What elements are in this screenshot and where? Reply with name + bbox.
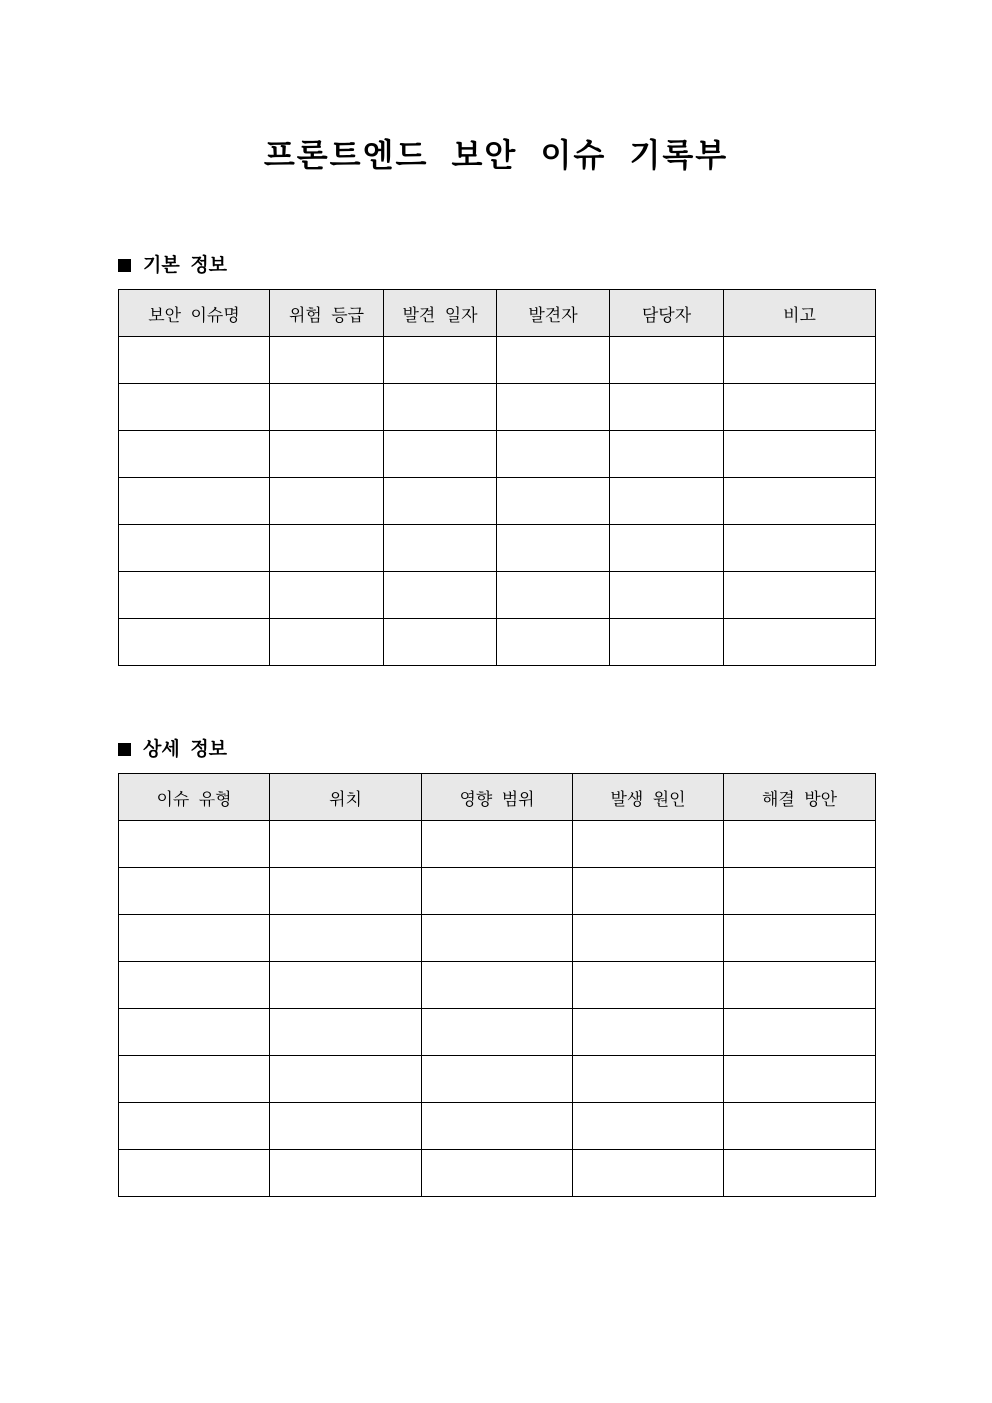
table-cell[interactable] [724, 619, 876, 666]
table-row [119, 431, 876, 478]
table-cell[interactable] [119, 384, 270, 431]
table-cell[interactable] [724, 337, 876, 384]
table-cell[interactable] [119, 478, 270, 525]
table-cell[interactable] [119, 572, 270, 619]
table-cell[interactable] [422, 915, 573, 962]
column-header: 발견자 [497, 290, 610, 337]
table-row [119, 915, 876, 962]
table-cell[interactable] [270, 384, 384, 431]
column-header: 비고 [724, 290, 876, 337]
table-cell[interactable] [270, 868, 422, 915]
table-row [119, 1103, 876, 1150]
table-row [119, 619, 876, 666]
column-header: 보안 이슈명 [119, 290, 270, 337]
table-cell[interactable] [422, 821, 573, 868]
table-cell[interactable] [119, 1056, 270, 1103]
table-cell[interactable] [610, 478, 724, 525]
table-cell[interactable] [422, 868, 573, 915]
column-header: 발견 일자 [384, 290, 497, 337]
table-cell[interactable] [119, 525, 270, 572]
table-cell[interactable] [724, 384, 876, 431]
table-cell[interactable] [497, 337, 610, 384]
table-cell[interactable] [270, 337, 384, 384]
table-cell[interactable] [573, 1009, 724, 1056]
column-header: 담당자 [610, 290, 724, 337]
table-cell[interactable] [573, 915, 724, 962]
table-row [119, 478, 876, 525]
table-cell[interactable] [119, 431, 270, 478]
table-cell[interactable] [270, 821, 422, 868]
table-row [119, 384, 876, 431]
table-row [119, 337, 876, 384]
table-cell[interactable] [119, 868, 270, 915]
table-cell[interactable] [270, 619, 384, 666]
column-header: 이슈 유형 [119, 774, 270, 821]
table-cell[interactable] [573, 1056, 724, 1103]
table-row [119, 962, 876, 1009]
table-row [119, 821, 876, 868]
column-header: 발생 원인 [573, 774, 724, 821]
section-heading-label: 기본 정보 [143, 254, 228, 276]
page-title: 프론트엔드 보안 이슈 기록부 [263, 136, 729, 174]
table-cell[interactable] [384, 619, 497, 666]
table-cell[interactable] [497, 619, 610, 666]
table-cell[interactable] [724, 1009, 876, 1056]
table-cell[interactable] [724, 478, 876, 525]
table-cell[interactable] [724, 868, 876, 915]
table-cell[interactable] [497, 384, 610, 431]
table-cell[interactable] [270, 1009, 422, 1056]
table-header-row [119, 774, 876, 821]
table-cell[interactable] [119, 821, 270, 868]
table-row [119, 1009, 876, 1056]
table-cell[interactable] [270, 1103, 422, 1150]
table-cell[interactable] [610, 572, 724, 619]
table-cell[interactable] [270, 915, 422, 962]
basic-info-table [118, 289, 876, 666]
table-cell[interactable] [119, 1103, 270, 1150]
table-cell[interactable] [497, 478, 610, 525]
table-cell[interactable] [119, 1009, 270, 1056]
table-cell[interactable] [724, 1056, 876, 1103]
table-cell[interactable] [422, 1150, 573, 1197]
table-cell[interactable] [270, 525, 384, 572]
table-cell[interactable] [724, 1103, 876, 1150]
table-cell[interactable] [422, 1103, 573, 1150]
table-cell[interactable] [384, 478, 497, 525]
table-cell[interactable] [384, 384, 497, 431]
table-row [119, 1150, 876, 1197]
table-cell[interactable] [384, 431, 497, 478]
table-cell[interactable] [497, 525, 610, 572]
table-cell[interactable] [724, 821, 876, 868]
table-cell[interactable] [119, 915, 270, 962]
table-cell[interactable] [724, 915, 876, 962]
table-cell[interactable] [119, 962, 270, 1009]
table-cell[interactable] [384, 337, 497, 384]
table-cell[interactable] [422, 1056, 573, 1103]
table-cell[interactable] [119, 1150, 270, 1197]
table-cell[interactable] [573, 1103, 724, 1150]
table-row [119, 572, 876, 619]
column-header: 영향 범위 [422, 774, 573, 821]
table-cell[interactable] [270, 962, 422, 1009]
table-cell[interactable] [119, 619, 270, 666]
column-header: 위험 등급 [270, 290, 384, 337]
section-heading-detail-info [118, 735, 227, 763]
table-cell[interactable] [610, 431, 724, 478]
table-cell[interactable] [573, 962, 724, 1009]
table-cell[interactable] [270, 1150, 422, 1197]
section-heading-label: 상세 정보 [143, 738, 228, 760]
table-cell[interactable] [610, 384, 724, 431]
table-cell[interactable] [610, 619, 724, 666]
table-cell[interactable] [497, 572, 610, 619]
table-cell[interactable] [573, 821, 724, 868]
detail-info-table [118, 773, 876, 1197]
square-bullet-icon [118, 743, 131, 756]
table-cell[interactable] [270, 1056, 422, 1103]
table-cell[interactable] [270, 478, 384, 525]
table-cell[interactable] [497, 431, 610, 478]
table-cell[interactable] [384, 525, 497, 572]
table-cell[interactable] [270, 572, 384, 619]
table-cell[interactable] [724, 525, 876, 572]
table-cell[interactable] [422, 962, 573, 1009]
table-row [119, 525, 876, 572]
table-cell[interactable] [119, 337, 270, 384]
table-cell[interactable] [573, 1150, 724, 1197]
table-cell[interactable] [724, 572, 876, 619]
table-cell[interactable] [573, 868, 724, 915]
table-cell[interactable] [724, 962, 876, 1009]
table-cell[interactable] [422, 1009, 573, 1056]
column-header: 해결 방안 [724, 774, 876, 821]
table-cell[interactable] [610, 337, 724, 384]
table-row [119, 1056, 876, 1103]
square-bullet-icon [118, 259, 131, 272]
table-cell[interactable] [724, 431, 876, 478]
table-cell[interactable] [384, 572, 497, 619]
table-header-row [119, 290, 876, 337]
section-heading-basic-info [118, 251, 227, 279]
table-row [119, 868, 876, 915]
table-cell[interactable] [724, 1150, 876, 1197]
table-cell[interactable] [610, 525, 724, 572]
column-header: 위치 [270, 774, 422, 821]
table-cell[interactable] [270, 431, 384, 478]
